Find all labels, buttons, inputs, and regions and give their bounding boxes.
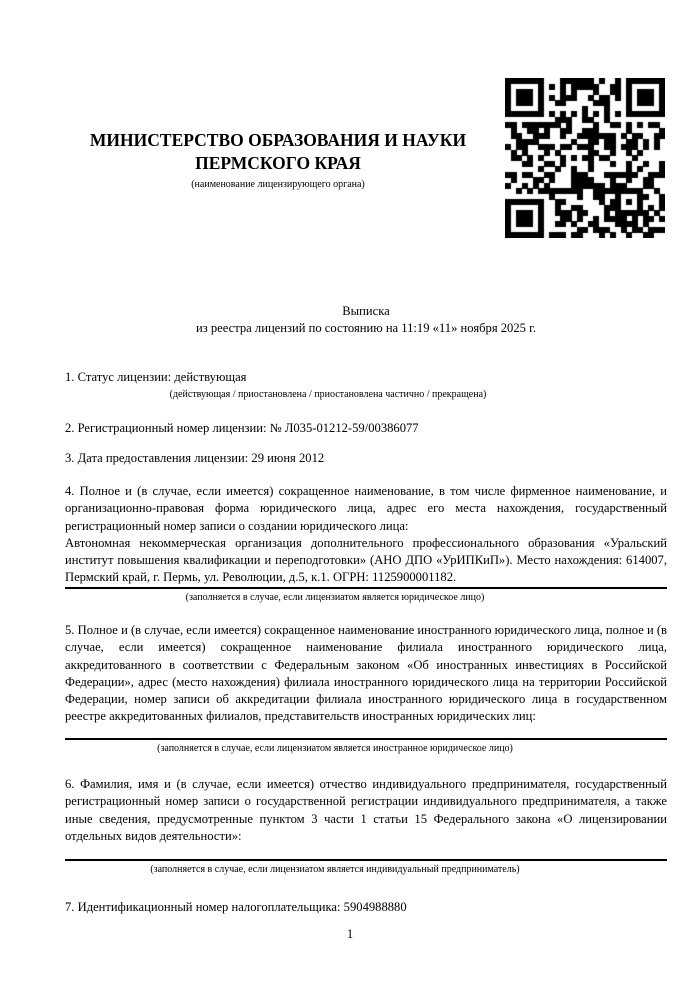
item-4-text: 4. Полное и (в случае, если имеется) сокращенное наименование, в том числе фирменное наименование, и организационно-правовая форма юридического лица, адрес его места нахождения, государственный регистрационный номер записи о создании юридического лица: (65, 484, 667, 533)
item-6-individual-entrepreneur (65, 776, 667, 876)
item-4-rule (65, 587, 667, 589)
page-number: 1 (346, 927, 354, 941)
item-3-grant-date (65, 450, 667, 467)
item-4-value: Автономная некоммерческая организация дополнительного профессионального образования «Уральский институт повышения квалификации и переподготовки» (АНО ДПО «УрИПКиП»). Место нахождения: 614007, Пермский край, г. Пермь, ул. Революции, д.5, к.1. ОГРН: 1125900001182. (65, 535, 667, 585)
item-6-rule (65, 859, 667, 861)
document-title (65, 303, 667, 338)
item-3-text: 3. Дата предоставления лицензии: 29 июня 2012 (65, 451, 325, 465)
ministry-name-line2: ПЕРМСКОГО КРАЯ (195, 153, 361, 173)
document-title-line2: из реестра лицензий по состоянию на 11:19 «11» ноября 2025 г. (195, 321, 536, 336)
item-4-legal-entity (65, 483, 667, 604)
item-2-registration-number (65, 420, 667, 437)
item-4-caption: (заполняется в случае, если лицензиатом является юридическое лицо) (185, 591, 485, 603)
item-5-text: 5. Полное и (в случае, если имеется) сокращенное наименование иностранного юридического лица, полное и (в случае, если имеется) сокращенное наименование филиала иностранного юридического лица, аккредитованного в соответствии с Федеральным законом «Об иностранных инвестициях в Российской Федерации», адрес (место нахождения) филиала иностранного юридического лица на территории Российской Федерации, номер записи об аккредитации филиала иностранного юридического лица в государственном реестре аккредитованных филиалов, представительств иностранных юридических лиц: (65, 623, 667, 724)
item-1-text: 1. Статус лицензии: действующая (65, 370, 247, 384)
item-7-text: 7. Идентификационный номер налогоплательщика: 5904988880 (65, 900, 407, 914)
item-6-text: 6. Фамилия, имя и (в случае, если имеется) отчество индивидуального предпринимателя, государственный регистрационный номер записи о государственной регистрации индивидуального предпринимателя, а также иные сведения, предусмотренные пунктом 3 части 1 статьи 15 Федерального закона «О лицензировании отдельных видов деятельности»: (65, 777, 667, 843)
item-5-caption: (заполняется в случае, если лицензиатом является иностранное юридическое лицо) (157, 742, 513, 754)
qr-code-canvas (505, 78, 665, 238)
item-1-license-status (65, 369, 667, 401)
qr-code-icon (505, 78, 665, 238)
item-5-rule (65, 738, 667, 740)
issuing-authority-header (65, 129, 491, 191)
item-1-caption: (действующая / приостановлена / приостановлена частично / прекращена) (169, 389, 487, 401)
item-7-taxpayer-number (65, 899, 667, 916)
document-title-line1: Выписка (342, 304, 390, 318)
item-5-foreign-entity (65, 622, 667, 755)
issuing-authority-caption: (наименование лицензирующего органа) (191, 179, 365, 190)
item-2-text: 2. Регистрационный номер лицензии: № Л035-01212-59/00386077 (65, 421, 419, 435)
ministry-name-line1: МИНИСТЕРСТВО ОБРАЗОВАНИЯ И НАУКИ (89, 130, 467, 150)
item-6-caption: (заполняется в случае, если лицензиатом является индивидуальный предприниматель) (150, 864, 520, 876)
